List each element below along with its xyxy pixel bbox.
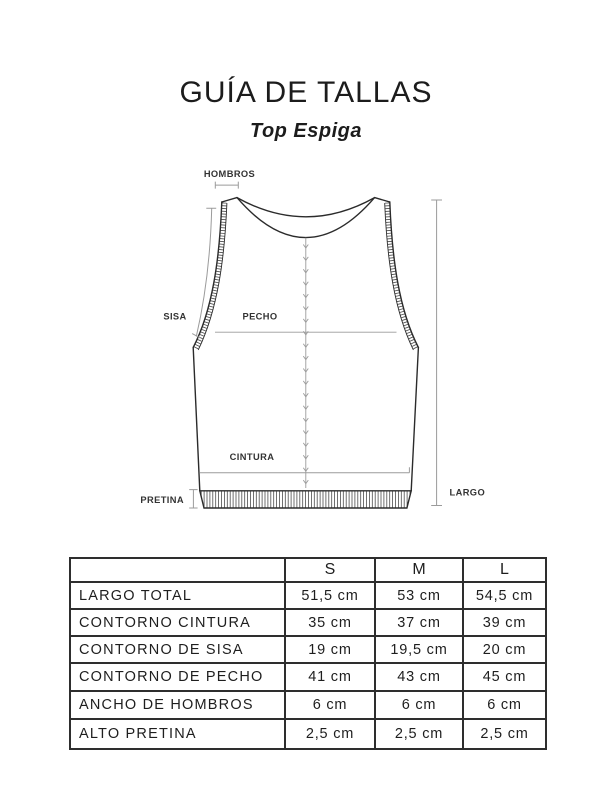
table-row-largo-total (70, 582, 546, 609)
page-subtitle: Top Espiga (249, 120, 363, 142)
measurement-value: 54,5 cm (463, 582, 546, 609)
neckline-outer (237, 198, 375, 217)
measurement-value: 2,5 cm (285, 719, 375, 749)
measurement-guides (189, 182, 442, 508)
largo-line (431, 200, 442, 506)
table-row-alto-pretina (70, 719, 546, 749)
pretina-bracket (189, 490, 197, 508)
measurement-value: 39 cm (463, 609, 546, 636)
size-table (69, 557, 547, 750)
measurement-value: 53 cm (375, 582, 463, 609)
measurement-label: LARGO TOTAL (70, 582, 285, 609)
measurement-label: CONTORNO CINTURA (70, 609, 285, 636)
neckline-inner (237, 198, 375, 238)
measurement-label: ALTO PRETINA (70, 719, 285, 749)
table-row-contorno-cintura (70, 609, 546, 636)
measurement-value: 20 cm (463, 636, 546, 663)
size-column-header-m: M (375, 558, 463, 582)
measurement-value: 6 cm (285, 691, 375, 719)
measurement-value: 2,5 cm (463, 719, 546, 749)
side-seam-right (411, 348, 418, 491)
measurement-value: 19,5 cm (375, 636, 463, 663)
shoulder-top-right (375, 198, 390, 202)
table-row-ancho-hombros (70, 691, 546, 719)
hombros-bracket (215, 182, 238, 189)
measurement-value: 19 cm (285, 636, 375, 663)
corner-cell (70, 558, 285, 582)
measurement-value: 51,5 cm (285, 582, 375, 609)
page-title: GUÍA DE TALLAS (179, 76, 433, 109)
cintura-label: CINTURA (229, 451, 275, 462)
measurement-label: CONTORNO DE SISA (70, 636, 285, 663)
table-row-contorno-sisa (70, 636, 546, 663)
measurement-value: 45 cm (463, 663, 546, 691)
diagram-labels (140, 169, 485, 505)
table-row-contorno-pecho (70, 663, 546, 691)
size-column-header-s: S (285, 558, 375, 582)
measurement-value: 6 cm (375, 691, 463, 719)
measurement-value: 2,5 cm (375, 719, 463, 749)
size-column-header-l: L (463, 558, 546, 582)
largo-label: LARGO (449, 487, 486, 498)
measurement-value: 43 cm (375, 663, 463, 691)
measurement-label: CONTORNO DE PECHO (70, 663, 285, 691)
measurement-label: ANCHO DE HOMBROS (70, 691, 285, 719)
measurement-value: 41 cm (285, 663, 375, 691)
measurement-value: 6 cm (463, 691, 546, 719)
hombros-label: HOMBROS (203, 168, 256, 179)
size-table-header-row (70, 558, 546, 582)
waistband (195, 491, 416, 508)
pecho-label: PECHO (242, 311, 278, 322)
pretina-label: PRETINA (140, 495, 184, 506)
measurement-value: 37 cm (375, 609, 463, 636)
sisa-label: SISA (163, 311, 187, 322)
measurement-value: 35 cm (285, 609, 375, 636)
sisa-arc (192, 208, 216, 338)
side-seam-left (193, 348, 200, 491)
center-herringbone-line (303, 238, 308, 488)
shoulder-top-left (222, 198, 237, 202)
